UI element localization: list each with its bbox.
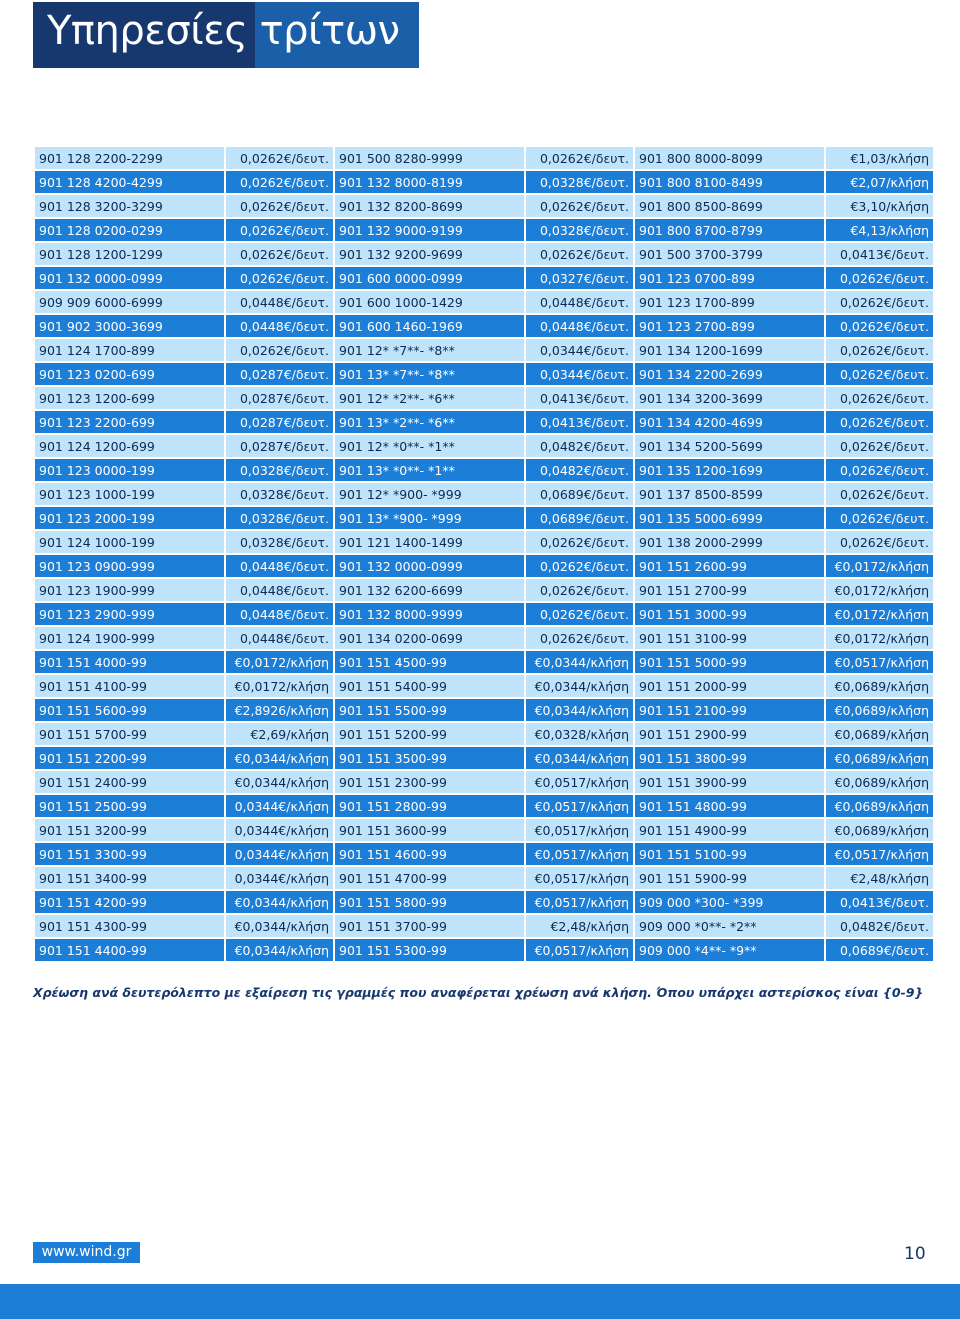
rate-cell: €0,0517/κλήση (526, 867, 633, 889)
rate-cell: 0,0482€/δευτ. (826, 915, 933, 937)
table-row (35, 747, 933, 769)
table-row (35, 411, 933, 433)
number-range-cell: 901 123 1200-699 (35, 387, 224, 409)
number-range-cell: 901 500 3700-3799 (635, 243, 824, 265)
number-range-cell: 909 000 *300- *399 (635, 891, 824, 913)
table-row (35, 819, 933, 841)
number-range-cell: 901 151 3200-99 (35, 819, 224, 841)
number-range-cell: 901 121 1400-1499 (335, 531, 524, 553)
number-range-cell: 901 123 0200-699 (35, 363, 224, 385)
number-range-cell: 901 600 1460-1969 (335, 315, 524, 337)
table-row (35, 531, 933, 553)
rate-cell: 0,0448€/δευτ. (526, 291, 633, 313)
rate-cell: 0,0262€/δευτ. (226, 219, 333, 241)
rate-cell: 0,0448€/δευτ. (226, 579, 333, 601)
number-range-cell: 901 151 3300-99 (35, 843, 224, 865)
table-row (35, 579, 933, 601)
rate-cell: 0,0689€/δευτ. (826, 939, 933, 961)
number-range-cell: 901 151 3700-99 (335, 915, 524, 937)
rate-cell: €0,0172/κλήση (226, 651, 333, 673)
table-row (35, 387, 933, 409)
number-range-cell: 901 132 0000-0999 (35, 267, 224, 289)
rate-cell: 0,0328€/δευτ. (526, 219, 633, 241)
number-range-cell: 901 123 0000-199 (35, 459, 224, 481)
number-range-cell: 901 151 4000-99 (35, 651, 224, 673)
number-range-cell: 901 151 3100-99 (635, 627, 824, 649)
rate-cell: €0,0172/κλήση (226, 675, 333, 697)
rate-cell: 0,0262€/δευτ. (526, 603, 633, 625)
title-banner (33, 2, 419, 68)
table-row (35, 891, 933, 913)
number-range-cell: 901 151 4500-99 (335, 651, 524, 673)
rate-cell: 0,0344€/κλήση (226, 819, 333, 841)
table-row (35, 651, 933, 673)
table-row (35, 795, 933, 817)
table-row (35, 843, 933, 865)
rate-cell: €0,0689/κλήση (826, 819, 933, 841)
rate-cell: €0,0172/κλήση (826, 555, 933, 577)
page-number: 10 (904, 1244, 926, 1264)
rate-cell: 0,0262€/δευτ. (826, 363, 933, 385)
rate-cell: 0,0328€/δευτ. (526, 171, 633, 193)
number-range-cell: 901 128 2200-2299 (35, 147, 224, 169)
rate-cell: €0,0517/κλήση (826, 843, 933, 865)
rate-cell: 0,0448€/δευτ. (226, 555, 333, 577)
number-range-cell: 901 132 0000-0999 (335, 555, 524, 577)
rate-cell: €0,0517/κλήση (826, 651, 933, 673)
number-range-cell: 901 13* *2**- *6** (335, 411, 524, 433)
rate-cell: 0,0287€/δευτ. (226, 411, 333, 433)
rate-cell: 0,0328€/δευτ. (226, 483, 333, 505)
table-row (35, 867, 933, 889)
number-range-cell: 901 151 5200-99 (335, 723, 524, 745)
number-range-cell: 909 000 *4**- *9** (635, 939, 824, 961)
number-range-cell: 901 800 8500-8699 (635, 195, 824, 217)
rate-cell: 0,0448€/δευτ. (526, 315, 633, 337)
rate-cell: €2,8926/κλήση (226, 699, 333, 721)
rate-cell: €0,0344/κλήση (226, 939, 333, 961)
number-range-cell: 901 151 2600-99 (635, 555, 824, 577)
rate-cell: 0,0413€/δευτ. (526, 411, 633, 433)
rate-cell: 0,0344€/κλήση (226, 795, 333, 817)
table-row (35, 723, 933, 745)
rate-cell: 0,0344€/δευτ. (526, 363, 633, 385)
number-range-cell: 901 123 1900-999 (35, 579, 224, 601)
number-range-cell: 901 124 1700-899 (35, 339, 224, 361)
number-range-cell: 901 123 1700-899 (635, 291, 824, 313)
number-range-cell: 901 151 3900-99 (635, 771, 824, 793)
number-range-cell: 901 151 5700-99 (35, 723, 224, 745)
number-range-cell: 901 151 4600-99 (335, 843, 524, 865)
rate-cell: €0,0172/κλήση (826, 579, 933, 601)
number-range-cell: 901 800 8700-8799 (635, 219, 824, 241)
rate-cell: €0,0517/κλήση (526, 843, 633, 865)
rate-cell: 0,0262€/δευτ. (526, 147, 633, 169)
rate-cell: 0,0262€/δευτ. (826, 267, 933, 289)
number-range-cell: 901 13* *7**- *8** (335, 363, 524, 385)
rate-cell: €0,0689/κλήση (826, 723, 933, 745)
number-range-cell: 901 123 2900-999 (35, 603, 224, 625)
rate-cell: €0,0344/κλήση (526, 699, 633, 721)
number-range-cell: 901 134 3200-3699 (635, 387, 824, 409)
rate-cell: €1,03/κλήση (826, 147, 933, 169)
number-range-cell: 901 151 4200-99 (35, 891, 224, 913)
table-row (35, 459, 933, 481)
rate-cell: 0,0262€/δευτ. (226, 147, 333, 169)
rate-cell: 0,0262€/δευτ. (826, 507, 933, 529)
number-range-cell: 901 123 2200-699 (35, 411, 224, 433)
rate-cell: €0,0689/κλήση (826, 771, 933, 793)
number-range-cell: 901 151 2400-99 (35, 771, 224, 793)
rates-table-body (35, 147, 933, 961)
rate-cell: 0,0328€/δευτ. (226, 507, 333, 529)
number-range-cell: 901 151 2100-99 (635, 699, 824, 721)
number-range-cell: 901 151 5800-99 (335, 891, 524, 913)
rate-cell: €0,0344/κλήση (226, 747, 333, 769)
number-range-cell: 901 151 2700-99 (635, 579, 824, 601)
rate-cell: 0,0287€/δευτ. (226, 363, 333, 385)
rate-cell: 0,0262€/δευτ. (526, 243, 633, 265)
number-range-cell: 901 600 1000-1429 (335, 291, 524, 313)
number-range-cell: 901 132 9000-9199 (335, 219, 524, 241)
rate-cell: 0,0413€/δευτ. (526, 387, 633, 409)
rate-cell: 0,0262€/δευτ. (826, 339, 933, 361)
rate-cell: 0,0344€/κλήση (226, 843, 333, 865)
number-range-cell: 901 134 2200-2699 (635, 363, 824, 385)
table-row (35, 435, 933, 457)
rate-cell: 0,0448€/δευτ. (226, 315, 333, 337)
rate-cell: €0,0344/κλήση (226, 891, 333, 913)
rate-cell: 0,0262€/δευτ. (526, 195, 633, 217)
rate-cell: 0,0262€/δευτ. (826, 291, 933, 313)
rate-cell: 0,0413€/δευτ. (826, 891, 933, 913)
number-range-cell: 901 151 4900-99 (635, 819, 824, 841)
number-range-cell: 901 151 2900-99 (635, 723, 824, 745)
table-row (35, 483, 933, 505)
rate-cell: €0,0689/κλήση (826, 795, 933, 817)
rate-cell: 0,0262€/δευτ. (826, 315, 933, 337)
number-range-cell: 901 151 2300-99 (335, 771, 524, 793)
rate-cell: €0,0517/κλήση (526, 891, 633, 913)
rate-cell: €0,0172/κλήση (826, 627, 933, 649)
footnote: Χρέωση ανά δευτερόλεπτο με εξαίρεση τις γραμμές που αναφέρεται χρέωση ανά κλήση. Όπου υπάρχει αστερίσκος είναι {0-9} (33, 985, 924, 1000)
number-range-cell: 901 128 3200-3299 (35, 195, 224, 217)
number-range-cell: 901 13* *0**- *1** (335, 459, 524, 481)
number-range-cell: 901 123 2700-899 (635, 315, 824, 337)
number-range-cell: 901 151 4300-99 (35, 915, 224, 937)
table-row (35, 339, 933, 361)
rate-cell: €0,0344/κλήση (526, 651, 633, 673)
table-row (35, 243, 933, 265)
rates-table (33, 145, 935, 963)
rate-cell: €0,0344/κλήση (226, 771, 333, 793)
number-range-cell: 901 123 2000-199 (35, 507, 224, 529)
number-range-cell: 901 134 0200-0699 (335, 627, 524, 649)
number-range-cell: 901 124 1900-999 (35, 627, 224, 649)
number-range-cell: 901 135 5000-6999 (635, 507, 824, 529)
table-row (35, 195, 933, 217)
rate-cell: €4,13/κλήση (826, 219, 933, 241)
number-range-cell: 901 134 5200-5699 (635, 435, 824, 457)
rate-cell: 0,0328€/δευτ. (226, 459, 333, 481)
table-row (35, 363, 933, 385)
number-range-cell: 901 123 1000-199 (35, 483, 224, 505)
rate-cell: 0,0482€/δευτ. (526, 435, 633, 457)
rate-cell: 0,0262€/δευτ. (226, 243, 333, 265)
rate-cell: €0,0689/κλήση (826, 747, 933, 769)
number-range-cell: 901 600 0000-0999 (335, 267, 524, 289)
rate-cell: €0,0344/κλήση (526, 747, 633, 769)
rate-cell: 0,0689€/δευτ. (526, 507, 633, 529)
rate-cell: €0,0344/κλήση (526, 675, 633, 697)
number-range-cell: 909 000 *0**- *2** (635, 915, 824, 937)
website-link[interactable]: www.wind.gr (33, 1242, 140, 1263)
number-range-cell: 901 151 5000-99 (635, 651, 824, 673)
rate-cell: 0,0262€/δευτ. (826, 411, 933, 433)
number-range-cell: 901 132 8000-8199 (335, 171, 524, 193)
number-range-cell: 901 123 0700-899 (635, 267, 824, 289)
number-range-cell: 901 12* *2**- *6** (335, 387, 524, 409)
table-row (35, 771, 933, 793)
number-range-cell: 901 132 8000-9999 (335, 603, 524, 625)
table-row (35, 171, 933, 193)
number-range-cell: 901 151 3400-99 (35, 867, 224, 889)
number-range-cell: 901 151 5400-99 (335, 675, 524, 697)
rate-cell: 0,0262€/δευτ. (526, 555, 633, 577)
rate-cell: 0,0448€/δευτ. (226, 627, 333, 649)
table-row (35, 699, 933, 721)
rate-cell: 0,0262€/δευτ. (826, 435, 933, 457)
rate-cell: 0,0689€/δευτ. (526, 483, 633, 505)
table-row (35, 555, 933, 577)
number-range-cell: 901 800 8100-8499 (635, 171, 824, 193)
rate-cell: €0,0517/κλήση (526, 795, 633, 817)
number-range-cell: 901 151 5100-99 (635, 843, 824, 865)
rate-cell: €2,48/κλήση (526, 915, 633, 937)
number-range-cell: 901 151 3600-99 (335, 819, 524, 841)
number-range-cell: 901 137 8500-8599 (635, 483, 824, 505)
table-row (35, 603, 933, 625)
number-range-cell: 901 500 8280-9999 (335, 147, 524, 169)
rate-cell: €0,0328/κλήση (526, 723, 633, 745)
rate-cell: €2,48/κλήση (826, 867, 933, 889)
rate-cell: €0,0689/κλήση (826, 699, 933, 721)
rate-cell: 0,0262€/δευτ. (226, 339, 333, 361)
table-row (35, 627, 933, 649)
table-row (35, 507, 933, 529)
number-range-cell: 901 151 2000-99 (635, 675, 824, 697)
table-row (35, 939, 933, 961)
rate-cell: 0,0413€/δευτ. (826, 243, 933, 265)
rate-cell: 0,0344€/δευτ. (526, 339, 633, 361)
rate-cell: €0,0517/κλήση (526, 819, 633, 841)
rate-cell: 0,0262€/δευτ. (826, 459, 933, 481)
number-range-cell: 901 151 3000-99 (635, 603, 824, 625)
rate-cell: 0,0262€/δευτ. (526, 627, 633, 649)
page-title: Υπηρεσίες τρίτων (47, 8, 400, 54)
rate-cell: 0,0287€/δευτ. (226, 435, 333, 457)
number-range-cell: 901 12* *7**- *8** (335, 339, 524, 361)
number-range-cell: 901 124 1000-199 (35, 531, 224, 553)
table-row (35, 675, 933, 697)
rate-cell: 0,0344€/κλήση (226, 867, 333, 889)
number-range-cell: 901 800 8000-8099 (635, 147, 824, 169)
number-range-cell: 901 151 3500-99 (335, 747, 524, 769)
number-range-cell: 901 124 1200-699 (35, 435, 224, 457)
table-row (35, 267, 933, 289)
number-range-cell: 901 151 4800-99 (635, 795, 824, 817)
number-range-cell: 901 12* *900- *999 (335, 483, 524, 505)
number-range-cell: 901 151 5300-99 (335, 939, 524, 961)
rate-cell: 0,0482€/δευτ. (526, 459, 633, 481)
number-range-cell: 901 151 4700-99 (335, 867, 524, 889)
number-range-cell: 901 128 1200-1299 (35, 243, 224, 265)
rate-cell: €0,0517/κλήση (526, 939, 633, 961)
table-row (35, 219, 933, 241)
rate-cell: 0,0328€/δευτ. (226, 531, 333, 553)
rate-cell: €0,0517/κλήση (526, 771, 633, 793)
number-range-cell: 901 132 8200-8699 (335, 195, 524, 217)
rate-cell: 0,0262€/δευτ. (826, 531, 933, 553)
rate-cell: 0,0448€/δευτ. (226, 291, 333, 313)
rate-cell: €0,0172/κλήση (826, 603, 933, 625)
table-row (35, 915, 933, 937)
number-range-cell: 901 134 4200-4699 (635, 411, 824, 433)
number-range-cell: 901 132 9200-9699 (335, 243, 524, 265)
number-range-cell: 901 128 4200-4299 (35, 171, 224, 193)
table-row (35, 315, 933, 337)
rate-cell: 0,0262€/δευτ. (226, 267, 333, 289)
number-range-cell: 901 151 5900-99 (635, 867, 824, 889)
rate-cell: €0,0689/κλήση (826, 675, 933, 697)
number-range-cell: 901 151 3800-99 (635, 747, 824, 769)
number-range-cell: 901 151 4100-99 (35, 675, 224, 697)
rate-cell: €0,0344/κλήση (226, 915, 333, 937)
number-range-cell: 901 902 3000-3699 (35, 315, 224, 337)
rate-cell: 0,0448€/δευτ. (226, 603, 333, 625)
rate-cell: 0,0287€/δευτ. (226, 387, 333, 409)
bottom-band (0, 1284, 960, 1319)
rate-cell: 0,0262€/δευτ. (526, 531, 633, 553)
number-range-cell: 901 151 5600-99 (35, 699, 224, 721)
number-range-cell: 901 128 0200-0299 (35, 219, 224, 241)
number-range-cell: 901 12* *0**- *1** (335, 435, 524, 457)
rate-cell: 0,0262€/δευτ. (826, 483, 933, 505)
rate-cell: 0,0262€/δευτ. (226, 195, 333, 217)
rate-cell: €2,69/κλήση (226, 723, 333, 745)
number-range-cell: 901 151 5500-99 (335, 699, 524, 721)
number-range-cell: 901 132 6200-6699 (335, 579, 524, 601)
rate-cell: 0,0327€/δευτ. (526, 267, 633, 289)
number-range-cell: 901 13* *900- *999 (335, 507, 524, 529)
rate-cell: 0,0262€/δευτ. (226, 171, 333, 193)
number-range-cell: 901 135 1200-1699 (635, 459, 824, 481)
rate-cell: 0,0262€/δευτ. (826, 387, 933, 409)
rate-cell: 0,0262€/δευτ. (526, 579, 633, 601)
number-range-cell: 901 123 0900-999 (35, 555, 224, 577)
number-range-cell: 901 151 2200-99 (35, 747, 224, 769)
number-range-cell: 901 134 1200-1699 (635, 339, 824, 361)
rate-cell: €2,07/κλήση (826, 171, 933, 193)
table-row (35, 291, 933, 313)
number-range-cell: 901 151 4400-99 (35, 939, 224, 961)
number-range-cell: 901 151 2800-99 (335, 795, 524, 817)
number-range-cell: 909 909 6000-6999 (35, 291, 224, 313)
number-range-cell: 901 138 2000-2999 (635, 531, 824, 553)
rate-cell: €3,10/κλήση (826, 195, 933, 217)
table-row (35, 147, 933, 169)
number-range-cell: 901 151 2500-99 (35, 795, 224, 817)
